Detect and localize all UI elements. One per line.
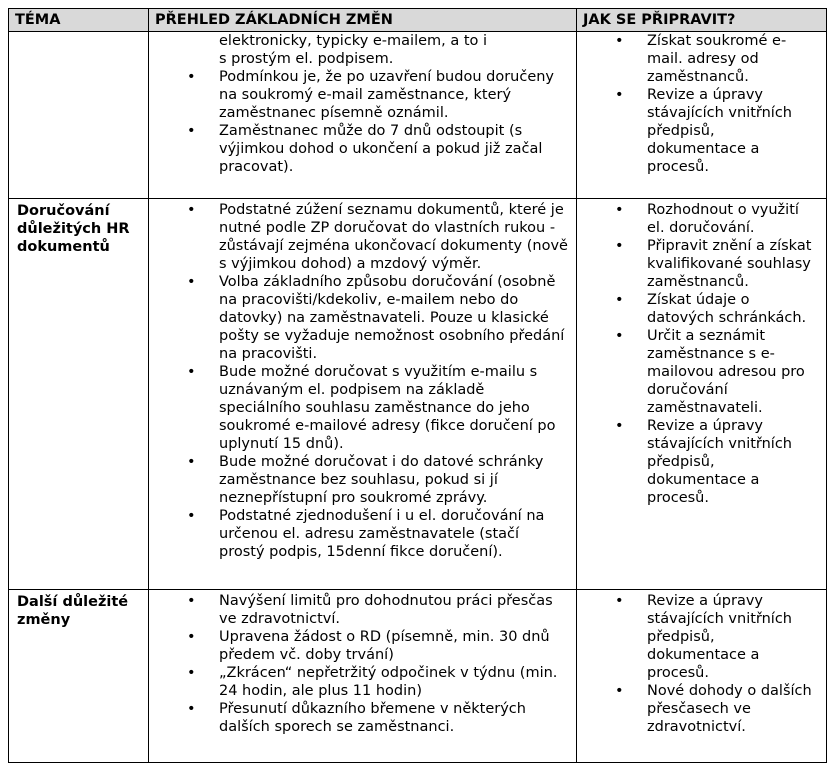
bullet-icon: • xyxy=(187,508,196,524)
topic-cell: Doručování důležitých HR dokumentů xyxy=(9,199,149,590)
list-item: • „Zkrácen“ nepřetržitý odpočinek v týdnu (min. 24 hodin, ale plus 11 hodin) xyxy=(187,665,558,699)
bullet-icon: • xyxy=(615,87,624,103)
bullet-icon: • xyxy=(187,701,196,717)
table-row xyxy=(9,32,827,199)
bullet-icon: • xyxy=(615,202,624,218)
list-item: • Získat soukromé e-mail. adresy od zaměstnanců. xyxy=(615,33,787,85)
bullet-icon: • xyxy=(187,274,196,290)
bullet-icon: • xyxy=(187,629,196,645)
bullet-icon: • xyxy=(615,328,624,344)
changes-list xyxy=(149,592,576,740)
bullet-icon: • xyxy=(187,69,196,85)
list-item: • Určit a seznámit zaměstnance s e-mailovou adresou pro doručování zaměstnavateli. xyxy=(615,328,805,416)
prep-cell xyxy=(577,199,827,590)
list-item: • Přesunutí důkazního břemene v některých dalších sporech se zaměstnanci. xyxy=(187,701,526,735)
continued-text: s prostým el. podpisem. xyxy=(219,51,394,67)
list-item: • Revize a úpravy stávajících vnitřních předpisů, dokumentace a procesů. xyxy=(615,87,792,175)
bullet-icon: • xyxy=(187,665,196,681)
bullet-icon: • xyxy=(615,292,624,308)
list-item: • Zaměstnanec může do 7 dnů odstoupit (s výjimkou dohod o ukončení a pokud již začal pracovat). xyxy=(187,123,543,175)
list-item: • Bude možné doručovat s využitím e-mailu s uznávaným el. podpisem na základě speciálního souhlasu zaměstnance do jeho soukromé e-mailové adresy (fikce doručení po uplynutí 15 dnů). xyxy=(187,364,556,452)
changes-cell xyxy=(149,199,577,590)
header-changes: PŘEHLED ZÁKLADNÍCH ZMĚN xyxy=(149,9,577,32)
bullet-icon: • xyxy=(615,593,624,609)
list-item: • Podstatné zúžení seznamu dokumentů, které je nutné podle ZP doručovat do vlastních rukou - zůstávají zejména ukončovací dokumenty (nově s výjimkou dohod) a mzdový výměr. xyxy=(187,202,568,272)
changes-list xyxy=(149,68,576,180)
list-item: • Revize a úpravy stávajících vnitřních předpisů, dokumentace a procesů. xyxy=(615,418,792,506)
changes-cell xyxy=(149,32,577,199)
topic-cell xyxy=(9,32,149,199)
bullet-icon: • xyxy=(615,683,624,699)
prep-cell xyxy=(577,32,827,199)
bullet-icon: • xyxy=(187,593,196,609)
continued-text: elektronicky, typicky e-mailem, a to i xyxy=(219,33,488,49)
prep-list xyxy=(577,32,826,180)
changes-cell xyxy=(149,590,577,763)
hr-changes-table xyxy=(8,8,827,763)
bullet-icon: • xyxy=(615,238,624,254)
list-item: • Získat údaje o datových schránkách. xyxy=(615,292,807,326)
table-row xyxy=(9,199,827,590)
bullet-icon: • xyxy=(187,123,196,139)
list-item: • Podmínkou je, že po uzavření budou doručeny na soukromý e-mail zaměstnance, který zaměstnanec písemně oznámil. xyxy=(187,69,555,121)
bullet-icon: • xyxy=(187,202,196,218)
header-topic: TÉMA xyxy=(9,9,149,32)
list-item: • Připravit znění a získat kvalifikované souhlasy zaměstnanců. xyxy=(615,238,812,290)
list-item: • Navýšení limitů pro dohodnutou práci přesčas ve zdravotnictví. xyxy=(187,593,553,627)
bullet-icon: • xyxy=(187,364,196,380)
list-item: • Revize a úpravy stávajících vnitřních předpisů, dokumentace a procesů. xyxy=(615,593,792,681)
list-item: • Volba základního způsobu doručování (osobně na pracovišti/kdekoliv, e-mailem nebo do datovky) na zaměstnavateli. Pouze u klasické pošty se vyžaduje nemožnost osobního předání na pracovišti. xyxy=(187,274,565,362)
header-prep: JAK SE PŘIPRAVIT? xyxy=(577,9,827,32)
header-row xyxy=(9,9,827,32)
list-item: • Bude možné doručovat i do datové schránky zaměstnance bez souhlasu, pokud si jí neznepřístupní pro soukromé zprávy. xyxy=(187,454,544,506)
changes-list xyxy=(149,201,576,565)
bullet-icon: • xyxy=(615,418,624,434)
prep-cell xyxy=(577,590,827,763)
list-item: • Podstatné zjednodušení i u el. doručování na určenou el. adresu zaměstnavatele (stačí prostý podpis, 15denní fikce doručení). xyxy=(187,508,545,560)
table-row xyxy=(9,590,827,763)
prep-list xyxy=(577,592,826,740)
list-item: • Rozhodnout o využití el. doručování. xyxy=(615,202,799,236)
list-item: • Nové dohody o dalších přesčasech ve zdravotnictví. xyxy=(615,683,812,735)
prep-list xyxy=(577,201,826,511)
bullet-icon: • xyxy=(187,454,196,470)
list-item: • Upravena žádost o RD (písemně, min. 30 dnů předem vč. doby trvání) xyxy=(187,629,550,663)
bullet-icon: • xyxy=(615,33,624,49)
topic-cell: Další důležité změny xyxy=(9,590,149,763)
